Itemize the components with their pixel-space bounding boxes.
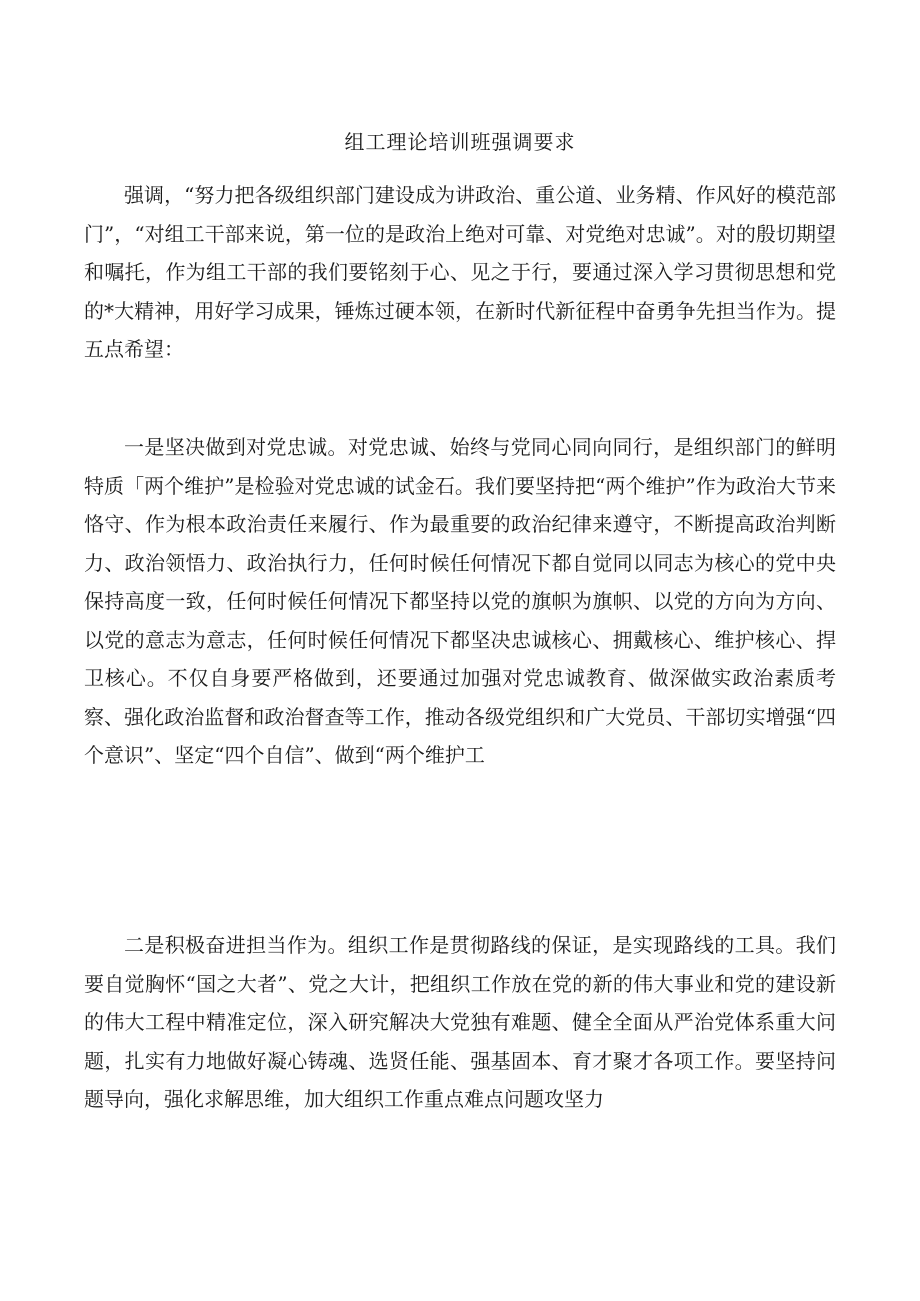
paragraph-point-one: 一是坚决做到对党忠诚。对党忠诚、始终与党同心同向同行，是组织部门的鲜明特质「两个维护”是检验对党忠诚的试金石。我们要坚持把“两个维护”作为政治大节来恪守、作为根本政治责任来履行、作为最重要的政治纪律来遵守，不断提高政治判断力、政治领悟力、政治执行力，任何时候任何情况下都自觉同以同志为核心的党中央保持高度一致，任何时候任何情况下都坚持以党的旗帜为旗帜、以党的方向为方向、以党的意志为意志，任何时候任何情况下都坚决忠诚核心、拥戴核心、维护核心、捍卫核心。不仅自身要严格做到，还要通过加强对党忠诚教育、做深做实政治素质考察、强化政治监督和政治督查等工作，推动各级党组织和广大党员、干部切实增强“四个意识”、坚定“四个自信”、做到“两个维护工 (84, 435, 836, 767)
paragraph-intro: 强调，“努力把各级组织部门建设成为讲政治、重公道、业务精、作风好的模范部门”，“对组工干部来说，第一位的是政治上绝对可靠、对党绝对忠诚”。对的殷切期望和嘱托，作为组工干部的我们要铭刻于心、见之于行，要通过深入学习贯彻思想和党的*大精神，用好学习成果，锤炼过硬本领，在新时代新征程中奋勇争先担当作为。提五点希望： (84, 183, 836, 361)
paragraph-point-two: 二是积极奋进担当作为。组织工作是贯彻路线的保证，是实现路线的工具。我们要自觉胸怀“国之大者”、党之大计，把组织工作放在党的新的伟大事业和党的建设新的伟大工程中精准定位，深入研究解决大党独有难题、健全全面从严治党体系重大问题，扎实有力地做好凝心铸魂、选贤任能、强基固本、育才聚才各项工作。要坚持问题导向，强化求解思维，加大组织工作重点难点问题攻坚力 (84, 933, 836, 1111)
document-title: 组工理论培训班强调要求 (344, 130, 576, 154)
